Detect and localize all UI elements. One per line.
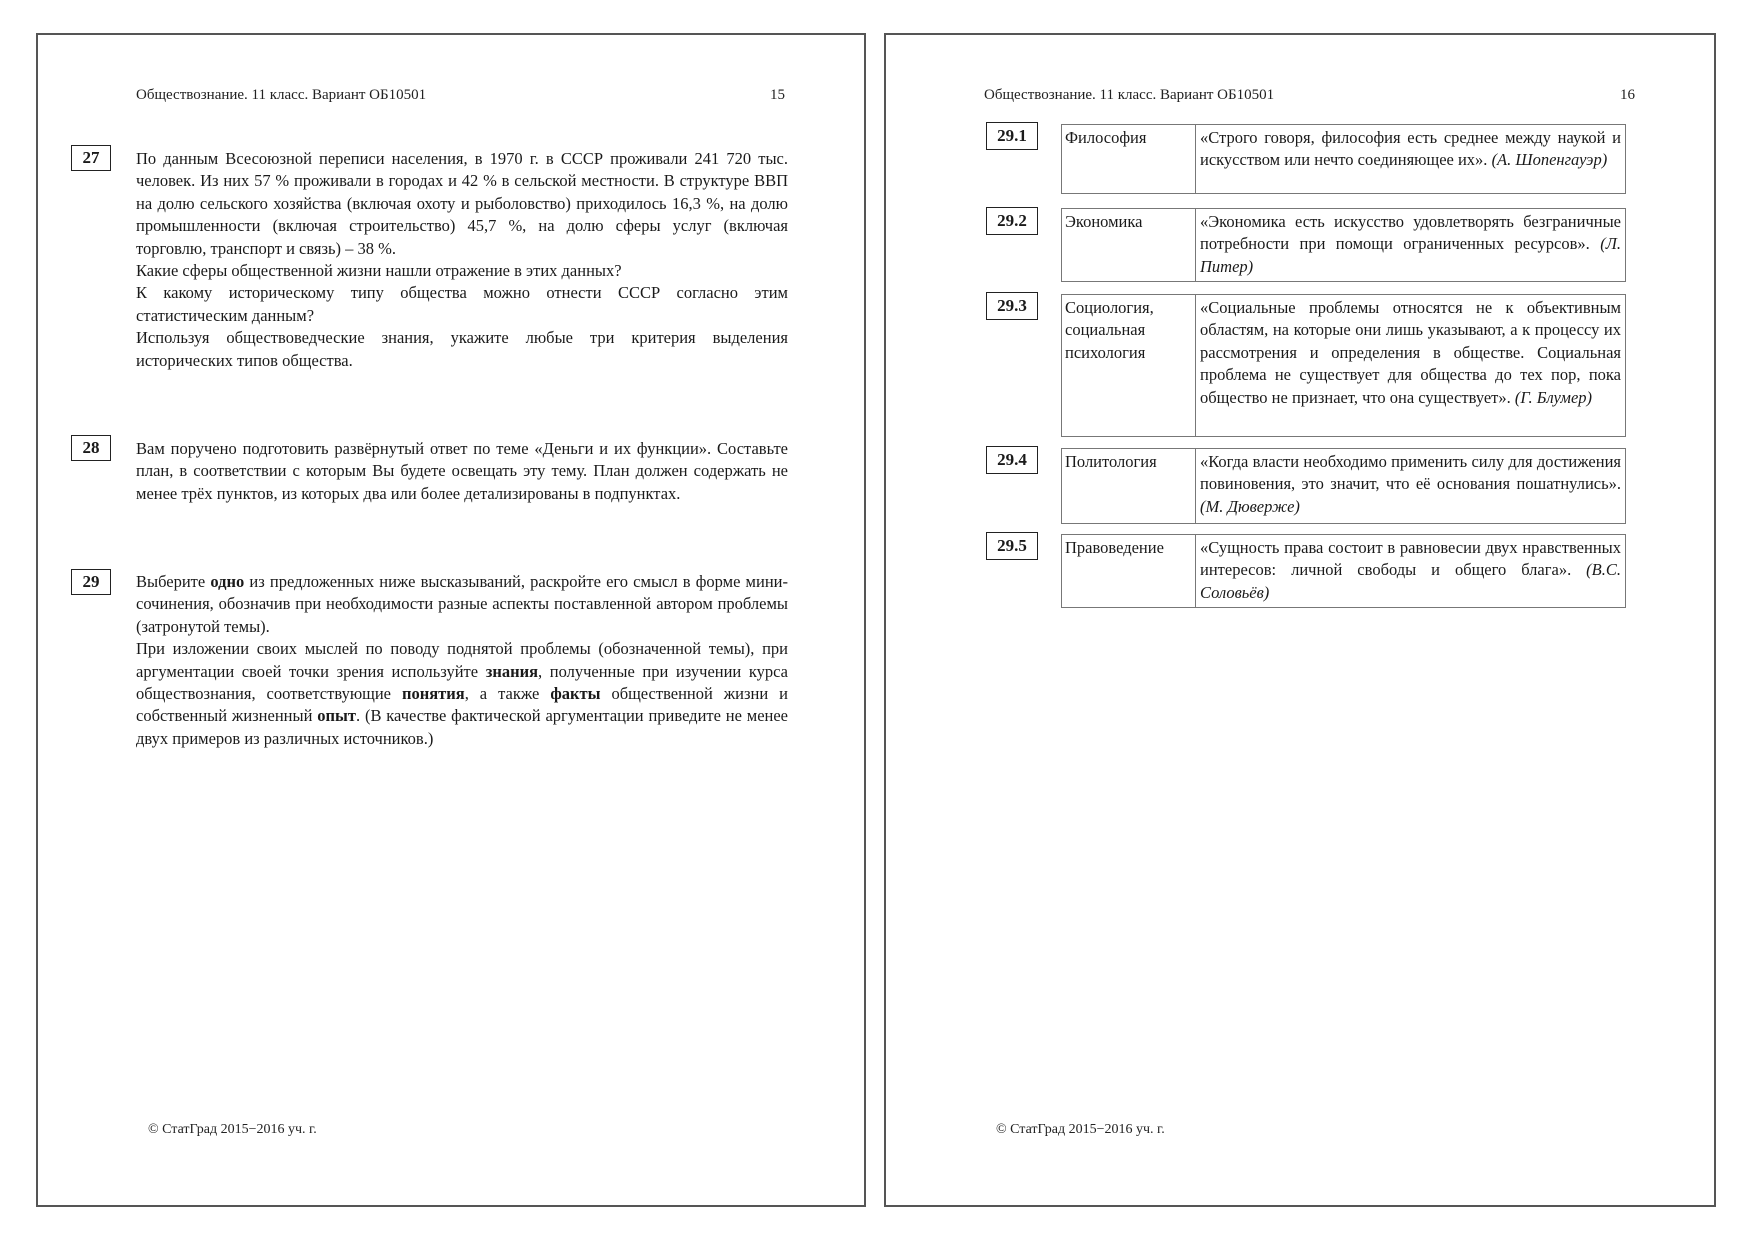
task-27-question: Используя обществоведческие знания, укажите любые три критерия выделения исторических типов общества. [136,328,788,370]
task-number-28: 28 [71,435,111,461]
option-number-29-3: 29.3 [986,292,1038,320]
option-quote: «Социальные проблемы относятся не к объективным областям, на которые они лишь указывают, а к процессу их рассмотрения и определения в обществе. Социальная проблема не существует для общества до тех пор, пока общество не признает, что она существует». (Г. Блумер) [1200,298,1621,407]
option-subject: Социология, социальная психология [1062,295,1196,436]
option-subject: Правоведение [1062,535,1196,607]
option-29-2 [1061,208,1626,282]
page-footer: © СтатГрад 2015−2016 уч. г. [996,1122,1165,1137]
quote-author: (М. Дюверже) [1200,496,1300,516]
page-footer: © СтатГрад 2015−2016 уч. г. [148,1122,317,1137]
task-29-text [136,571,788,750]
page-left [36,33,866,1207]
option-subject: Философия [1062,125,1196,193]
option-subject: Политология [1062,449,1196,523]
option-quote: «Экономика есть искусство удовлетворять безграничные потребности при помощи ограниченных ресурсов». (Л. Питер) [1200,212,1622,276]
task-27-text [136,148,788,372]
option-number-29-2: 29.2 [986,207,1038,235]
page-number: 15 [770,87,785,103]
option-quote: «Сущность права состоит в равновесии двух нравственных интересов: личной свободы и общего блага». (В.С. Соловьёв) [1200,538,1622,602]
option-number-29-1: 29.1 [986,122,1038,150]
quote-author: (В.С. Соловьёв) [1200,560,1622,602]
option-29-3 [1061,294,1626,437]
quote-author: (Г. Блумер) [1514,387,1593,407]
page-header: Обществознание. 11 класс. Вариант ОБ10501 [136,87,427,103]
task-28-paragraph: Вам поручено подготовить развёрнутый ответ по теме «Деньги и их функции». Составьте план, в соответствии с которым Вы будете освещать эту тему. План должен содержать не менее трёх пунктов, из которых два или более детализированы в подпунктах. [136,439,788,503]
page-right [884,33,1716,1207]
quote-author: (Л. Питер) [1200,234,1622,276]
option-quote: «Строго говоря, философия есть среднее между наукой и искусством или нечто соединяющее их». (А. Шопенгауэр) [1200,128,1621,170]
task-29-paragraph-2: При изложении своих мыслей по поводу поднятой проблемы (обозначенной темы), при аргументации своей точки зрения используйте знания, полученные при изучении курса обществознания, соответствующие понятия, а также факты общественной жизни и собственный жизненный опыт. (В качестве фактической аргументации приведите не менее двух примеров из различных источников.) [136,639,789,748]
task-28-text [136,438,788,505]
option-quote: «Когда власти необходимо применить силу для достижения повиновения, это значит, что её основания пошатнулись». (М. Дюверже) [1200,452,1621,516]
task-27-question: К какому историческому типу общества можно отнести СССР согласно этим статистическим данным? [136,283,788,325]
page-header: Обществознание. 11 класс. Вариант ОБ10501 [984,87,1275,103]
quote-author: (А. Шопенгауэр) [1491,150,1608,170]
task-29-paragraph-1: Выберите одно из предложенных ниже высказываний, раскройте его смысл в форме мини-сочинения, обозначив при необходимости разные аспекты поставленной автором проблемы (затронутой темы). [136,572,788,636]
page-number: 16 [1620,87,1635,103]
task-number-29: 29 [71,569,111,595]
option-number-29-5: 29.5 [986,532,1038,560]
option-number-29-4: 29.4 [986,446,1038,474]
task-27-paragraph: По данным Всесоюзной переписи населения, в 1970 г. в СССР проживали 241 720 тыс. человек. Из них 57 % проживали в городах и 42 % в сельской местности. В структуре ВВП на долю сельского хозяйства (включая охоту и рыболовство) приходилось 16,3 %, на долю промышленности (включая строительство) 45,7 %, на долю сферы услуг (включая торговлю, транспорт и связь) – 38 %. [136,149,788,258]
option-29-5 [1061,534,1626,608]
task-27-question: Какие сферы общественной жизни нашли отражение в этих данных? [136,261,622,281]
option-29-4 [1061,448,1626,524]
option-subject: Экономика [1062,209,1196,281]
option-29-1 [1061,124,1626,194]
task-number-27: 27 [71,145,111,171]
